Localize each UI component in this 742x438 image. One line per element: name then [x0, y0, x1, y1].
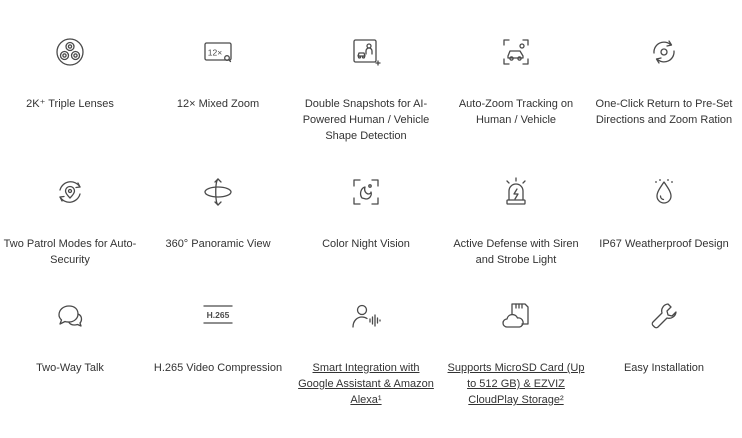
chat-bubbles-icon	[54, 300, 86, 332]
feature-label: 12× Mixed Zoom	[176, 98, 260, 110]
feature-label: 360° Panoramic View	[165, 238, 271, 250]
siren-icon	[500, 176, 532, 208]
feature-label: Two Patrol Modes for Auto-Security	[3, 238, 137, 266]
night-vision-icon	[350, 176, 382, 208]
h265-icon-text: H.265	[206, 310, 230, 320]
water-drop-icon	[648, 176, 680, 208]
feature-label: Active Defense with Siren and Strobe Light	[453, 238, 579, 266]
feature-label: Easy Installation	[623, 362, 705, 374]
feature-label: Double Snapshots for AI-Powered Human / Vehicle Shape Detection	[302, 98, 430, 142]
return-rotate-icon	[648, 36, 680, 68]
sd-cloud-icon	[500, 300, 532, 332]
voice-assistant-icon	[350, 300, 382, 332]
snapshot-detection-icon	[350, 36, 382, 68]
feature-label: H.265 Video Compression	[153, 362, 283, 374]
vehicle-tracking-icon	[500, 36, 532, 68]
zoom-12x-icon	[202, 36, 234, 68]
feature-label: Auto-Zoom Tracking on Human / Vehicle	[458, 98, 574, 126]
wrench-icon	[648, 300, 680, 332]
storage-link[interactable]: Supports MicroSD Card (Up to 512 GB) & EZVIZ CloudPlay Storage²	[447, 362, 585, 406]
feature-label: One-Click Return to Pre-Set Directions and Zoom Ration	[595, 98, 733, 126]
feature-label: Color Night Vision	[322, 238, 410, 250]
triple-lens-icon	[54, 36, 86, 68]
h265-icon	[202, 300, 234, 332]
feature-label: Two-Way Talk	[36, 362, 104, 374]
zoom-icon-text: 12×	[207, 47, 223, 58]
panoramic-360-icon	[202, 176, 234, 208]
feature-label: IP67 Weatherproof Design	[599, 238, 729, 250]
smart-integration-link[interactable]: Smart Integration with Google Assistant & Amazon Alexa¹	[298, 362, 434, 406]
patrol-location-icon	[54, 176, 86, 208]
feature-label: 2K⁺ Triple Lenses	[26, 98, 114, 110]
